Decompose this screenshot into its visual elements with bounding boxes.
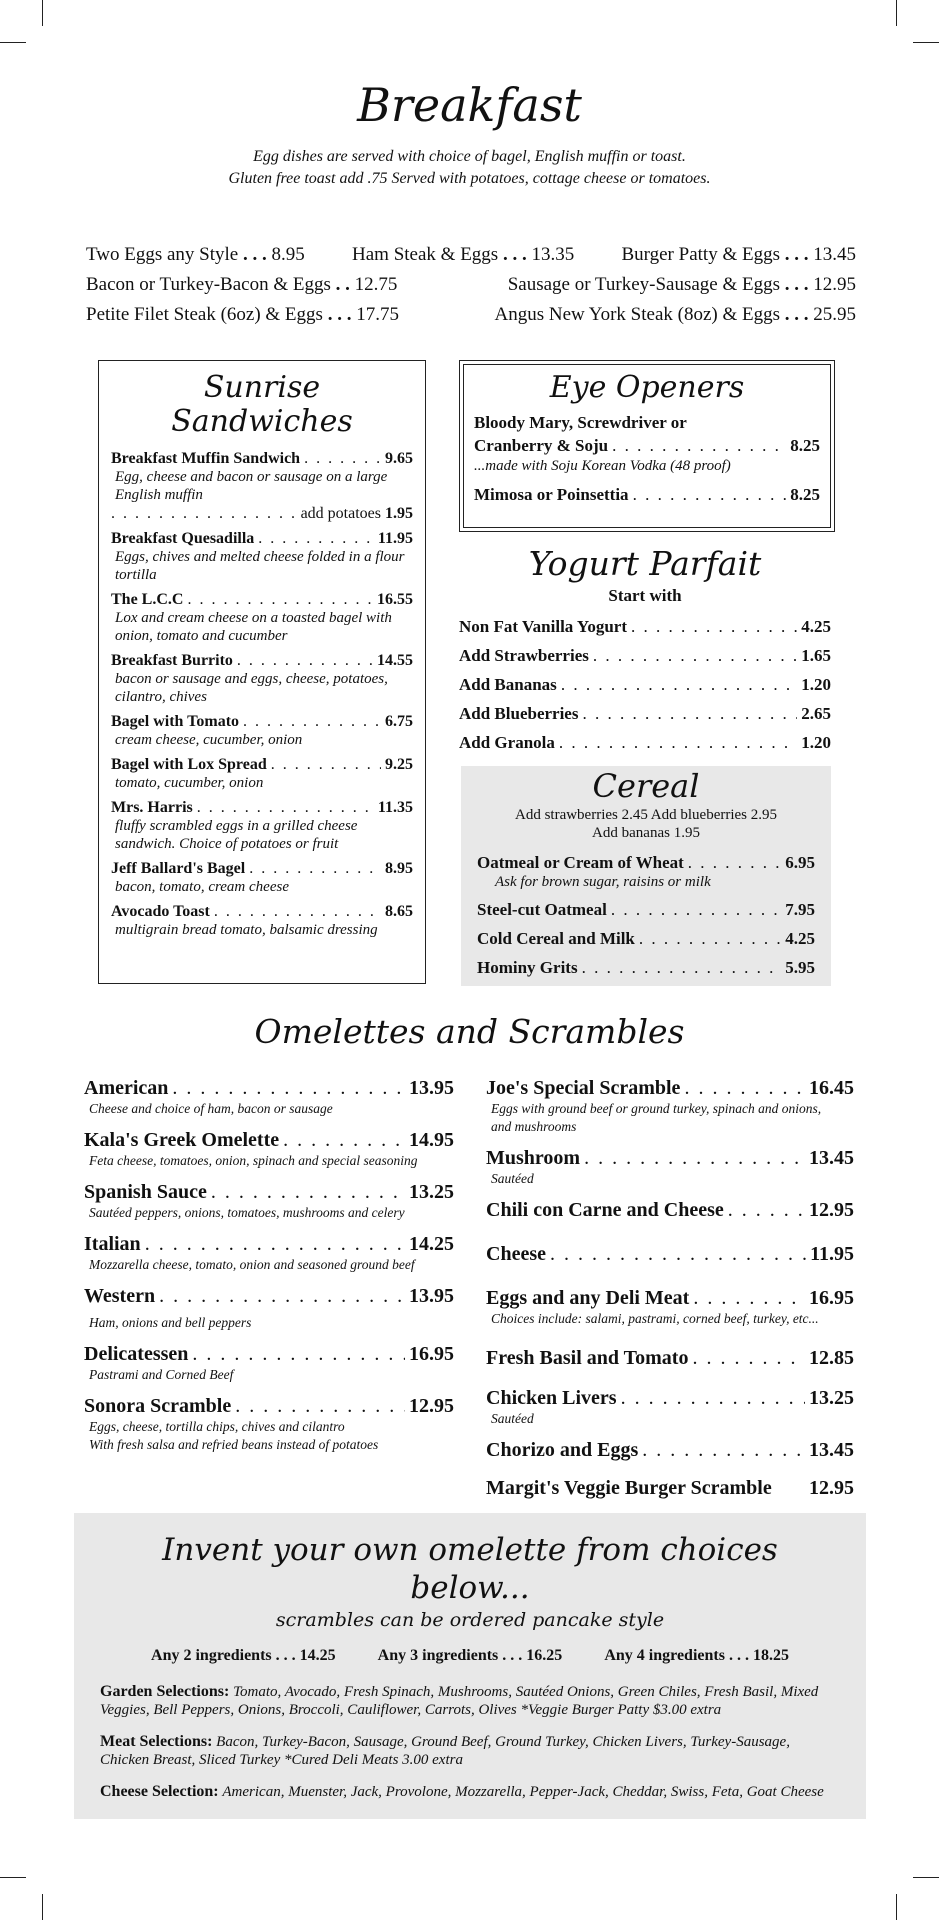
item-desc: bacon or sausage and eggs, cheese, potatoes, cilantro, chives [115,671,388,705]
intro-line: Egg dishes are served with choice of bagel, English muffin or toast. [253,148,686,165]
section-title: Yogurt Parfait [528,544,762,583]
combo-item: Sausage or Turkey-Sausage & Eggs . . . 12.95 [507,274,856,295]
item-price: 8.25 [790,436,820,455]
menu-item: Steel-cut Oatmeal . . . 7.95 [477,895,815,924]
item-desc: Egg, cheese and bacon or sausage on a large English muffin [115,469,388,503]
menu-item: Fresh Basil and Tomato . . . 12.85 [486,1346,854,1370]
menu-item: Mushroom . . . 13.45 Sautéed [486,1146,854,1188]
item-name: Breakfast Burrito [111,652,233,669]
item-price: 16.55 [377,591,413,608]
item-extra: add potatoes [300,505,381,522]
menu-item [111,755,413,792]
menu-item [474,483,820,506]
item-name: Cranberry & Soju [474,436,609,455]
crop-mark [0,1877,26,1878]
intro-line: Gluten free toast add .75 Served with potatoes, cottage cheese or tomatoes. [228,170,711,187]
menu-item [111,449,413,523]
menu-item: American . . . 13.95 Cheese and choice of ham, bacon or sausage [84,1076,454,1118]
item-name: Breakfast Muffin Sandwich [111,450,301,467]
omelettes-left-column [84,1076,454,1464]
menu-item [111,651,413,706]
breakfast-title: Breakfast [357,78,582,132]
section-title: Sunrise Sandwiches [171,370,353,439]
price-tier: Any 2 ingredients . . . 14.25 [151,1647,336,1664]
item-price: 11.95 [377,530,413,547]
sunrise-items [111,449,413,939]
combo-row [86,300,856,330]
section-title: Eye Openers [549,370,745,405]
menu-item: Hominy Grits . . . 5.95 [477,953,815,982]
item-name: Mimosa or Poinsettia [474,485,629,504]
menu-item: Chili con Carne and Cheese . . . 12.95 [486,1198,854,1222]
menu-item [111,590,413,645]
item-desc: Ask for brown sugar, raisins or milk [495,874,711,890]
combo-item: Petite Filet Steak (6oz) & Eggs . . . 17.75 [86,304,399,325]
egg-combos [86,240,856,330]
combo-row [86,270,856,300]
menu-item [111,859,413,896]
ingredient-prices [130,1647,810,1665]
item-desc: fluffy scrambled eggs in a grilled cheese sandwich. Choice of potatoes or fruit [115,818,358,852]
crop-mark [42,0,43,26]
item-desc: cream cheese, cucumber, onion [115,732,303,748]
menu-item: Spanish Sauce . . . 13.25 Sautéed peppers, onions, tomatoes, mushrooms and celery [84,1180,454,1222]
invent-omelette-section [74,1513,866,1819]
menu-item: Joe's Special Scramble . . . 16.45 Eggs with ground beef or ground turkey, spinach and onions, and mushrooms [486,1076,854,1136]
item-price: 8.65 [385,903,413,920]
menu-item: Add Blueberries . . . 2.65 [459,699,831,728]
crop-mark [896,1894,897,1920]
item-price: 8.25 [790,485,820,504]
item-price: 14.55 [377,652,413,669]
menu-item: Cold Cereal and Milk . . . 4.25 [477,924,815,953]
item-name: Mrs. Harris [111,799,193,816]
cereal-addons: Add bananas 1.95 [592,825,700,841]
yogurt-parfait-section [459,544,831,757]
item-name: Avocado Toast [111,903,210,920]
item-name: Bagel with Tomato [111,713,240,730]
item-desc: bacon, tomato, cream cheese [115,879,289,895]
omelettes-right-column [486,1076,854,1510]
price-tier: Any 4 ingredients . . . 18.25 [604,1647,789,1664]
menu-item: Western . . . 13.95 Ham, onions and bell peppers [84,1284,454,1332]
omelettes-title: Omelettes and Scrambles [254,1012,685,1051]
item-name: Jeff Ballard's Bagel [111,860,246,877]
menu-item: Add Bananas . . . 1.20 [459,670,831,699]
menu-item: Sonora Scramble . . . 12.95 Eggs, cheese, tortilla chips, chives and cilantro With fresh salsa and refried beans instead of potatoes [84,1394,454,1454]
menu-item: Italian . . . 14.25 Mozzarella cheese, tomato, onion and seasoned ground beef [84,1232,454,1274]
menu-item: Cheese . . . 11.95 [486,1242,854,1266]
garden-selections: Garden Selections: Tomato, Avocado, Fresh Spinach, Mushrooms, Sautéed Onions, Green Chiles, Fresh Basil, Mixed Veggies, Bell Peppers, Onions, Broccoli, Cauliflower, Carrots, Olives *Veggie Burger Patty $3.00 extra [100,1683,819,1718]
item-name: The L.C.C [111,591,184,608]
item-name: Breakfast Quesadilla [111,530,255,547]
section-subtitle: Start with [608,586,682,605]
item-name: Bagel with Lox Spread [111,756,267,773]
item-desc: tomato, cucumber, onion [115,775,264,791]
crop-mark [913,1877,939,1878]
menu-item: Chorizo and Eggs . . . 13.45 [486,1438,854,1462]
menu-item: Chicken Livers . . . 13.25 Sautéed [486,1386,854,1428]
menu-item: Delicatessen . . . 16.95 Pastrami and Corned Beef [84,1342,454,1384]
item-price: 11.35 [377,799,413,816]
menu-item: Oatmeal or Cream of Wheat . . . 6.95 Ask for brown sugar, raisins or milk [477,852,815,891]
menu-item [111,902,413,939]
menu-item: Eggs and any Deli Meat . . . 16.95 Choices include: salami, pastrami, corned beef, turkey, etc... [486,1286,854,1328]
item-price: 8.95 [385,860,413,877]
breakfast-intro [0,146,939,190]
menu-item: Add Strawberries . . . 1.65 [459,641,831,670]
combo-item: Two Eggs any Style . . . 8.95 [86,244,305,265]
menu-item [474,411,820,475]
item-desc: Lox and cream cheese on a toasted bagel with onion, tomato and cucumber [115,610,392,644]
item-price: 9.25 [385,756,413,773]
menu-item [111,712,413,749]
price-tier: Any 3 ingredients . . . 16.25 [377,1647,563,1664]
combo-row [86,240,856,270]
section-title: Cereal [592,767,700,805]
item-extra-price: 1.95 [385,505,413,522]
combo-item: Bacon or Turkey-Bacon & Eggs . . 12.75 [86,274,398,295]
combo-item: Ham Steak & Eggs . . . 13.35 [352,244,575,265]
combo-item: Burger Patty & Eggs . . . 13.45 [621,244,856,265]
cereal-section [461,766,831,986]
cereal-addons: Add strawberries 2.45 Add blueberries 2.95 [514,807,778,823]
item-name: Bloody Mary, Screwdriver or [474,413,687,432]
menu-item [111,529,413,584]
section-title: Invent your own omelette from choices below... [162,1532,778,1606]
crop-mark [0,42,26,43]
menu-item: Add Granola . . . 1.20 [459,728,831,757]
cheese-selection: Cheese Selection: American, Muenster, Jack, Provolone, Mozzarella, Pepper-Jack, Cheddar, Swiss, Feta, Goat Cheese [100,1783,824,1800]
crop-mark [42,1894,43,1920]
menu-item: Margit's Veggie Burger Scramble 12.95 [486,1477,854,1499]
menu-item: Kala's Greek Omelette . . . 14.95 Feta cheese, tomatoes, onion, spinach and special seasoning [84,1128,454,1170]
combo-item: Angus New York Steak (8oz) & Eggs . . . 25.95 [494,304,856,325]
item-desc: multigrain bread tomato, balsamic dressing [115,922,378,938]
crop-mark [896,0,897,26]
item-desc: ...made with Soju Korean Vodka (48 proof) [474,458,731,474]
meat-selections: Meat Selections: Bacon, Turkey-Bacon, Sausage, Ground Beef, Ground Turkey, Chicken Livers, Turkey-Sausage, Chicken Breast, Sliced Turkey *Cured Deli Meats 3.00 extra [100,1733,790,1768]
item-price: 9.65 [385,450,413,467]
menu-item: Non Fat Vanilla Yogurt . . . 4.25 [459,612,831,641]
item-price: 6.75 [385,713,413,730]
section-subtitle: scrambles can be ordered pancake style [275,1609,665,1631]
item-desc: Eggs, chives and melted cheese folded in a flour tortilla [115,549,405,583]
crop-mark [913,42,939,43]
eye-openers-box [459,360,835,532]
menu-item [111,798,413,853]
sunrise-sandwiches-box [98,360,426,984]
